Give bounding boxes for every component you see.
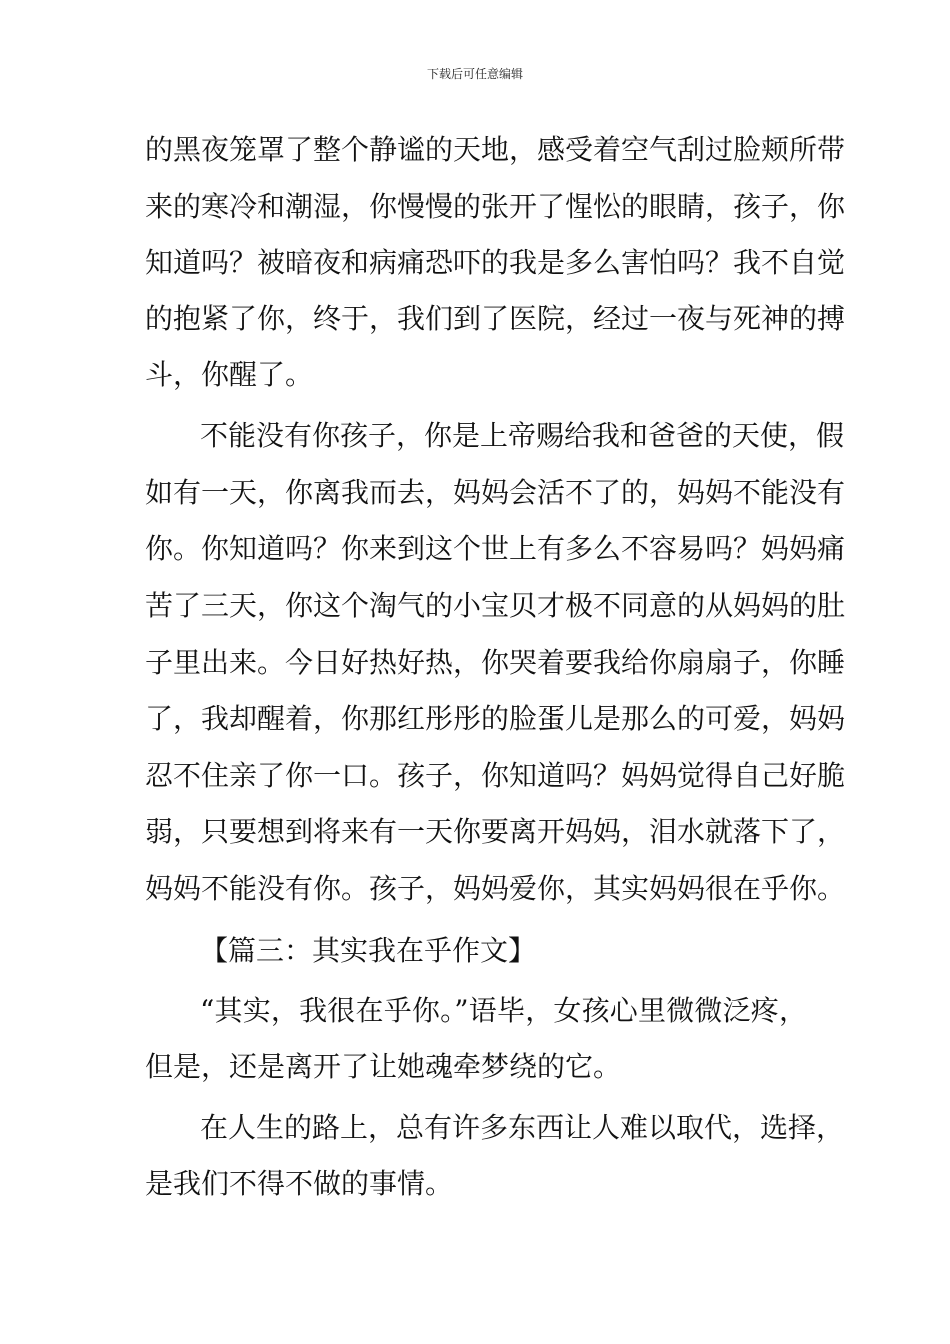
body-line: 子里出来。今日好热好热，你哭着要我给你扇扇子，你睡 [145, 646, 846, 679]
body-line: 妈妈不能没有你。孩子，妈妈爱你，其实妈妈很在乎你。 [145, 872, 846, 905]
body-line: 忍不住亲了你一口。孩子，你知道吗？妈妈觉得自己好脆 [145, 759, 846, 792]
body-line: 知道吗？被暗夜和病痛恐吓的我是多么害怕吗？我不自觉 [145, 246, 846, 279]
body-line: 斗，你醒了。 [145, 358, 314, 391]
body-line: 弱，只要想到将来有一天你要离开妈妈，泪水就落下了， [145, 815, 846, 848]
body-line: 在人生的路上，总有许多东西让人难以取代，选择， [200, 1111, 845, 1144]
body-line: 但是，还是离开了让她魂牵梦绕的它。 [145, 1050, 622, 1083]
body-line: 的黑夜笼罩了整个静谧的天地，感受着空气刮过脸颊所带 [145, 133, 846, 166]
body-line: 不能没有你孩子，你是上帝赐给我和爸爸的天使，假 [200, 419, 845, 452]
page-header: 下载后可任意编辑 [426, 67, 523, 81]
body-line: 了，我却醒着，你那红彤彤的脸蛋儿是那么的可爱，妈妈 [145, 702, 846, 735]
section-heading: 【篇三：其实我在乎作文】 [200, 934, 537, 967]
body-line: 的抱紧了你，终于，我们到了医院，经过一夜与死神的搏 [145, 302, 846, 335]
body-line: “其实，我很在乎你。”语毕，女孩心里微微泛疼， [200, 994, 807, 1027]
body-line: 来的寒冷和潮湿，你慢慢的张开了惺忪的眼睛，孩子，你 [145, 190, 846, 223]
body-line: 如有一天，你离我而去，妈妈会活不了的，妈妈不能没有 [145, 476, 846, 509]
body-line: 你。你知道吗？你来到这个世上有多么不容易吗？妈妈痛 [145, 532, 846, 565]
body-line: 是我们不得不做的事情。 [145, 1167, 454, 1200]
body-line: 苦了三天，你这个淘气的小宝贝才极不同意的从妈妈的肚 [145, 589, 846, 622]
